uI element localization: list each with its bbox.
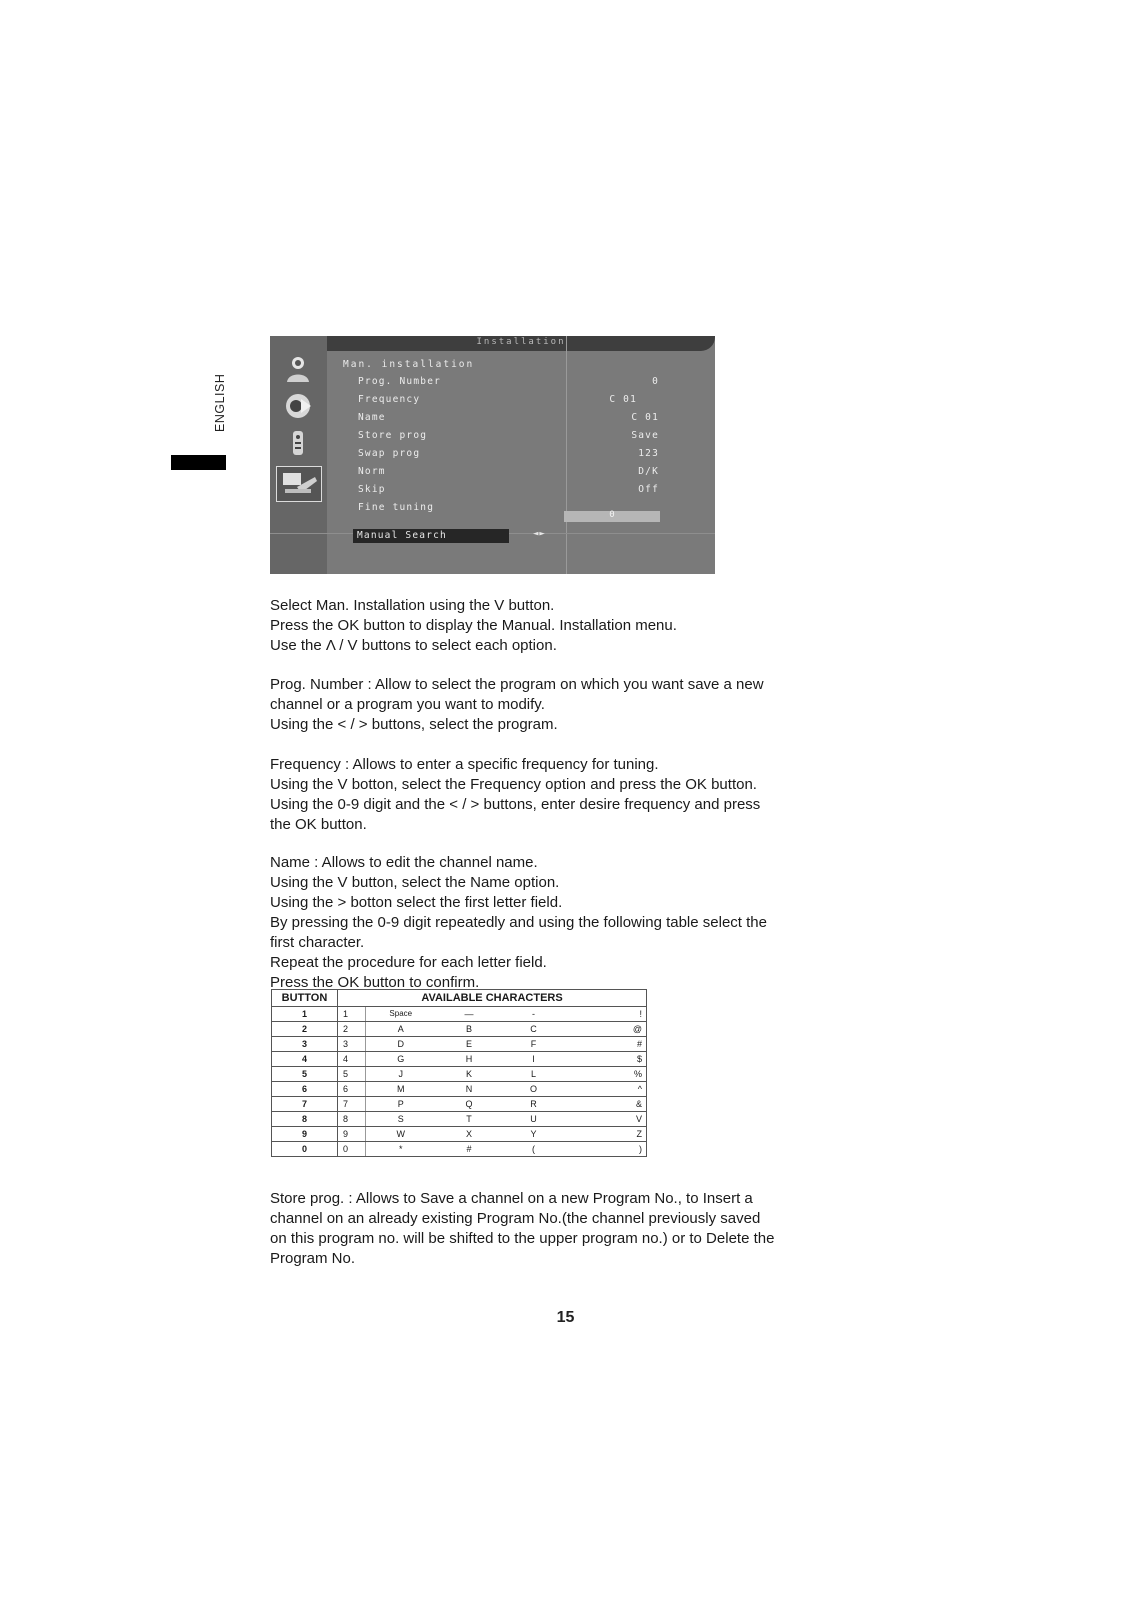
text-line: Press the OK button to display the Manual. Installation menu. [270,617,677,634]
character-cell: C [503,1022,565,1037]
character-cell: Q [436,1097,503,1112]
osd-row-store-prog [270,427,715,444]
frequency-paragraph [270,755,870,835]
digit-cell: 7 [338,1097,366,1112]
available-characters-table [271,989,647,1157]
osd-row-value: Off [638,484,659,495]
text-line: channel or a program you want to modify. [270,696,545,713]
character-cell: — [436,1007,503,1022]
osd-row-label: Store prog [358,430,428,441]
osd-row-label: Norm [358,466,386,477]
character-cell: P [366,1097,436,1112]
text-line: Program No. [270,1250,356,1267]
digit-cell: 6 [338,1082,366,1097]
button-cell: 9 [272,1127,338,1142]
character-cell: O [503,1082,565,1097]
text-line: Prog. Number : Allow to select the program on which you want save a new [270,676,764,693]
osd-row-label: Skip [358,484,386,495]
character-cell: W [366,1127,436,1142]
character-cell: Z [565,1127,647,1142]
text-line: on this program no. will be shifted to the upper program no.) or to Delete the [270,1230,775,1247]
digit-cell: 0 [338,1142,366,1157]
character-cell: X [436,1127,503,1142]
fine-tuning-bar [564,511,660,522]
table-row [272,1067,647,1082]
table-header-button: BUTTON [272,990,338,1007]
character-cell: R [503,1097,565,1112]
osd-row-label: Fine tuning [358,502,435,513]
osd-row-value: C 01 [631,412,659,423]
character-cell: M [366,1082,436,1097]
table-row [272,1142,647,1157]
osd-row-value: 123 [638,448,659,459]
store-prog-paragraph [270,1189,870,1269]
button-cell: 6 [272,1082,338,1097]
table-row [272,1127,647,1142]
name-paragraph [270,853,870,993]
character-cell: % [565,1067,647,1082]
character-cell: B [436,1022,503,1037]
text-line: Repeat the procedure for each letter field. [270,954,547,971]
button-cell: 7 [272,1097,338,1112]
character-cell: $ [565,1052,647,1067]
table-row [272,1112,647,1127]
table-row [272,1052,647,1067]
table-row [272,1097,647,1112]
osd-row-label: Frequency [358,394,421,405]
character-cell: L [503,1067,565,1082]
table-row [272,1007,647,1022]
text-line: Use the Λ / V buttons to select each option. [270,637,557,654]
character-cell: Y [503,1127,565,1142]
character-cell: A [366,1022,436,1037]
text-line: Frequency : Allows to enter a specific frequency for tuning. [270,756,659,773]
language-tab-label: ENGLISH [213,373,227,432]
button-cell: 5 [272,1067,338,1082]
character-cell: V [565,1112,647,1127]
osd-row-label: Prog. Number [358,376,442,387]
left-right-arrows-icon: ◄► [533,529,546,539]
text-line: Store prog. : Allows to Save a channel on a new Program No., to Insert a [270,1190,753,1207]
osd-row-value: D/K [638,466,659,477]
character-cell: - [503,1007,565,1022]
table-header-row [272,990,647,1007]
osd-title-bar [327,336,715,351]
digit-cell: 9 [338,1127,366,1142]
text-line: first character. [270,934,365,951]
character-cell: H [436,1052,503,1067]
osd-row-name [270,409,715,426]
table-row [272,1022,647,1037]
osd-row-label: Name [358,412,386,423]
character-cell: Space [366,1007,436,1022]
character-cell: * [366,1142,436,1157]
table-row [272,1082,647,1097]
text-line: Using the V button, select the Name option. [270,874,560,891]
character-cell: K [436,1067,503,1082]
text-line: Select Man. Installation using the V button. [270,597,555,614]
digit-cell: 8 [338,1112,366,1127]
osd-row-manual-search [353,529,509,543]
osd-row-prog-number [270,373,715,390]
table-header-characters: AVAILABLE CHARACTERS [338,990,647,1007]
osd-row-value: 0 [652,376,659,387]
text-line: channel on an already existing Program No.(the channel previously saved [270,1210,761,1227]
button-cell: 8 [272,1112,338,1127]
text-line: Press the OK button to confirm. [270,974,480,991]
character-cell: ) [565,1142,647,1157]
osd-row-value: C 01 [609,394,637,405]
osd-row-norm [270,463,715,480]
character-cell: ^ [565,1082,647,1097]
osd-row-swap-prog [270,445,715,462]
character-cell: S [366,1112,436,1127]
intro-paragraph [270,596,870,656]
character-cell: # [436,1142,503,1157]
osd-menu-heading: Man. installation [343,359,475,370]
osd-installation-screenshot [270,336,715,574]
text-line: By pressing the 0-9 digit repeatedly and using the following table select the [270,914,767,931]
osd-row-value: Save [631,430,659,441]
osd-row-frequency [270,391,715,408]
button-cell: 0 [272,1142,338,1157]
digit-cell: 3 [338,1037,366,1052]
button-cell: 3 [272,1037,338,1052]
osd-row-label: Manual Search [357,530,447,541]
button-cell: 1 [272,1007,338,1022]
digit-cell: 2 [338,1022,366,1037]
character-cell: F [503,1037,565,1052]
character-cell: ! [565,1007,647,1022]
digit-cell: 4 [338,1052,366,1067]
prog-number-paragraph [270,675,870,735]
character-cell: J [366,1067,436,1082]
text-line: the OK button. [270,816,367,833]
table-row [272,1037,647,1052]
osd-row-skip [270,481,715,498]
character-cell: N [436,1082,503,1097]
digit-cell: 5 [338,1067,366,1082]
language-tab-marker [171,455,226,470]
character-cell: & [565,1097,647,1112]
text-line: Name : Allows to edit the channel name. [270,854,538,871]
fine-tuning-value: 0 [609,510,615,520]
character-cell: # [565,1037,647,1052]
character-cell: E [436,1037,503,1052]
page-number: 15 [556,1309,575,1326]
character-cell: U [503,1112,565,1127]
button-cell: 4 [272,1052,338,1067]
text-line: Using the > botton select the first letter field. [270,894,563,911]
osd-row-label: Swap prog [358,448,421,459]
osd-title: Installation [476,337,566,347]
character-cell: T [436,1112,503,1127]
character-cell: ( [503,1142,565,1157]
character-cell: @ [565,1022,647,1037]
character-cell: D [366,1037,436,1052]
button-cell: 2 [272,1022,338,1037]
character-cell: G [366,1052,436,1067]
digit-cell: 1 [338,1007,366,1022]
text-line: Using the V botton, select the Frequency option and press the OK button. [270,776,757,793]
text-line: Using the 0-9 digit and the < / > buttons, enter desire frequency and press [270,796,761,813]
text-line: Using the < / > buttons, select the program. [270,716,558,733]
character-cell: I [503,1052,565,1067]
